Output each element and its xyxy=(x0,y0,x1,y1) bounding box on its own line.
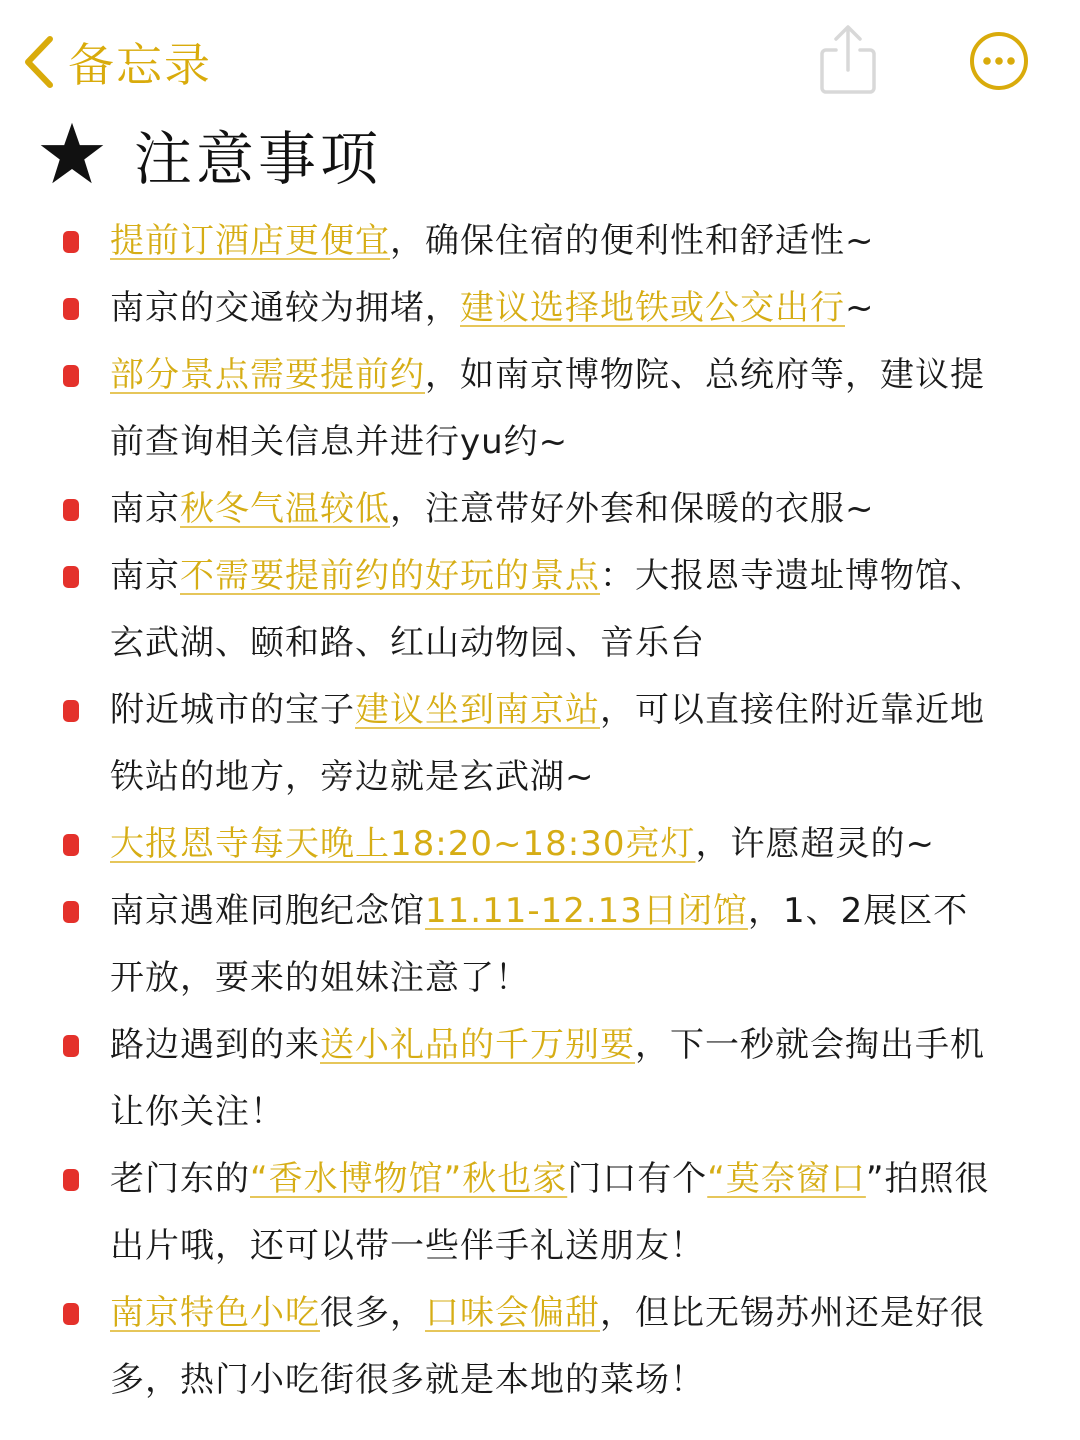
highlighted-text: 不需要提前约的好玩的景点 xyxy=(180,556,600,596)
note-item xyxy=(0,275,998,342)
highlighted-text: 大报恩寺每天晚上18:20~18:30亮灯 xyxy=(110,824,696,864)
note-text: ~ xyxy=(845,288,875,328)
note-text: 很多， xyxy=(320,1293,425,1333)
bullet-marker xyxy=(63,901,79,923)
highlighted-text: 11.11-12.13日闭馆 xyxy=(425,891,748,931)
more-button[interactable] xyxy=(968,30,1030,92)
bullet-marker xyxy=(63,1303,79,1325)
highlighted-text: “香水博物馆”秋也家 xyxy=(250,1159,568,1199)
note-text: ，许愿超灵的~ xyxy=(695,824,935,864)
note-text: ，确保住宿的便利性和舒适性~ xyxy=(390,221,875,261)
note-item xyxy=(0,677,998,811)
note-text: 南京 xyxy=(110,489,180,529)
bullet-marker xyxy=(63,1169,79,1191)
share-icon xyxy=(814,22,882,98)
highlighted-text: 口味会偏甜 xyxy=(425,1293,600,1333)
note-text: ，下一秒就会掏出手机让你关注！ xyxy=(110,1025,985,1132)
highlighted-text: 南京特色小吃 xyxy=(110,1293,320,1333)
star-icon xyxy=(38,120,106,188)
note-item xyxy=(0,342,998,476)
note-text: ”拍照很出片哦，还可以带一些伴手礼送朋友！ xyxy=(110,1159,990,1266)
note-text: ，如南京博物院、总统府等，建议提前查询相关信息并进行yu约~ xyxy=(110,355,985,462)
note-item xyxy=(0,476,998,543)
note-text: 门口有个 xyxy=(567,1159,708,1199)
bullet-marker xyxy=(63,700,79,722)
highlighted-text: 部分景点需要提前约 xyxy=(110,355,425,395)
back-button[interactable] xyxy=(22,30,212,94)
chevron-left-icon xyxy=(22,34,56,90)
share-button[interactable] xyxy=(814,22,882,98)
highlighted-text: “莫奈窗口 xyxy=(707,1159,866,1199)
note-text: 老门东的 xyxy=(110,1159,250,1199)
bullet-marker xyxy=(63,834,79,856)
note-text: ，但比无锡苏州还是好很多，热门小吃街很多就是本地的菜场！ xyxy=(110,1293,985,1400)
note-title: 注意事项 xyxy=(134,125,383,193)
highlighted-text: 建议坐到南京站 xyxy=(355,690,600,730)
note-text: ：大报恩寺遗址博物馆、玄武湖、颐和路、红山动物园、音乐台 xyxy=(110,556,985,663)
note-item xyxy=(0,1146,998,1280)
note-text: 南京 xyxy=(110,556,180,596)
highlighted-text: 秋冬气温较低 xyxy=(180,489,390,529)
note-item xyxy=(0,208,998,275)
note-item xyxy=(0,1280,998,1414)
note-text: 路边遇到的来 xyxy=(110,1025,320,1065)
back-label: 备忘录 xyxy=(68,38,212,92)
note-item xyxy=(0,1012,998,1146)
more-icon xyxy=(968,30,1030,92)
navigation-bar xyxy=(0,0,1080,110)
highlighted-text: 建议选择地铁或公交出行 xyxy=(460,288,845,328)
highlighted-text: 提前订酒店更便宜 xyxy=(110,221,390,261)
bullet-marker xyxy=(63,231,79,253)
note-item xyxy=(0,811,998,878)
note-title-row xyxy=(38,112,382,196)
note-text: ，注意带好外套和保暖的衣服~ xyxy=(390,489,875,529)
note-text: 南京遇难同胞纪念馆 xyxy=(110,891,425,931)
bullet-marker xyxy=(63,566,79,588)
bullet-marker xyxy=(63,365,79,387)
note-item xyxy=(0,878,998,1012)
note-text: 南京的交通较为拥堵， xyxy=(110,288,460,328)
bullet-marker xyxy=(63,499,79,521)
note-item xyxy=(0,543,998,677)
highlighted-text: 送小礼品的千万别要 xyxy=(320,1025,635,1065)
bullet-marker xyxy=(63,1035,79,1057)
note-list xyxy=(0,208,1080,1414)
note-text: 附近城市的宝子 xyxy=(110,690,355,730)
note-text: ，可以直接住附近靠近地铁站的地方，旁边就是玄武湖~ xyxy=(110,690,985,797)
note-text: ，1、2展区不开放，要来的姐妹注意了！ xyxy=(110,891,969,998)
bullet-marker xyxy=(63,298,79,320)
